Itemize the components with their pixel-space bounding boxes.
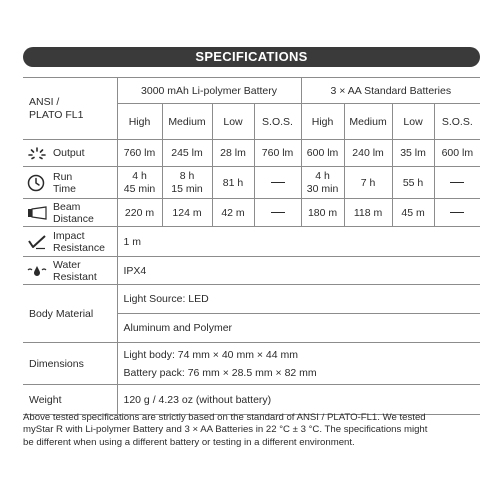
run-time-value: 81 h	[212, 167, 254, 199]
output-label: Output	[53, 147, 85, 159]
water-drop-icon	[27, 262, 49, 280]
footnote-line: myStar R with Li-polymer Battery and 3 × AA Batteries in 22 °C ± 3 °C. The specifications might	[23, 424, 428, 436]
dimensions-value-cell	[117, 343, 480, 385]
battery-pack-dimensions: Battery pack: 76 mm × 28.5 mm × 82 mm	[123, 366, 317, 379]
impact-value: 1 m	[117, 227, 480, 257]
light-source-value: LED	[188, 293, 209, 305]
beam-value-dash	[254, 199, 301, 227]
weight-row	[23, 385, 480, 415]
specifications-banner: SPECIFICATIONS	[23, 47, 480, 67]
output-value: 600 lm	[434, 140, 480, 167]
dash-mark	[450, 182, 464, 183]
impact-icon	[27, 233, 49, 251]
mode-header-cell: High	[301, 104, 344, 140]
water-label-cell	[23, 257, 117, 285]
output-value: 35 lm	[392, 140, 434, 167]
beam-label-line1: Beam	[53, 200, 81, 213]
dash-mark	[450, 212, 464, 213]
material-value: Aluminum and Polymer	[117, 314, 480, 343]
battery-header-row	[23, 78, 480, 104]
run-time-row	[23, 167, 480, 199]
mode-header-cell: Low	[392, 104, 434, 140]
weight-value: 120 g / 4.23 oz (without battery)	[117, 385, 480, 415]
run-time-value-dash	[254, 167, 301, 199]
beam-label-line2: Distance	[53, 212, 94, 225]
dimensions-label: Dimensions	[23, 343, 117, 385]
output-value: 240 lm	[344, 140, 392, 167]
water-label-line1: Water	[53, 258, 81, 271]
run-time-value: 8 h 15 min	[162, 167, 212, 199]
light-source-label: Light Source:	[123, 293, 186, 305]
run-time-label-line2: Time	[53, 182, 76, 195]
beam-value-dash	[434, 199, 480, 227]
impact-row	[23, 227, 480, 257]
beam-value: 45 m	[392, 199, 434, 227]
beam-icon	[27, 204, 49, 222]
beam-value: 220 m	[117, 199, 162, 227]
output-row	[23, 140, 480, 167]
dash-mark	[271, 182, 285, 183]
output-value: 28 lm	[212, 140, 254, 167]
output-label-cell	[23, 140, 117, 167]
water-value: IPX4	[117, 257, 480, 285]
output-value: 760 lm	[254, 140, 301, 167]
output-value: 600 lm	[301, 140, 344, 167]
light-burst-icon	[27, 144, 49, 162]
dash-mark	[271, 212, 285, 213]
impact-label-line1: Impact	[53, 229, 85, 242]
beam-distance-row	[23, 199, 480, 227]
run-time-value: 7 h	[344, 167, 392, 199]
run-time-value-dash	[434, 167, 480, 199]
body-material-label: Body Material	[23, 285, 117, 343]
beam-value: 42 m	[212, 199, 254, 227]
water-label-line2: Resistant	[53, 270, 97, 283]
mode-header-cell: Medium	[162, 104, 212, 140]
footnote	[23, 412, 483, 449]
output-value: 760 lm	[117, 140, 162, 167]
run-time-value: 55 h	[392, 167, 434, 199]
mode-header-cell: Medium	[344, 104, 392, 140]
beam-value: 124 m	[162, 199, 212, 227]
mode-header-cell: Low	[212, 104, 254, 140]
beam-distance-label-cell	[23, 199, 117, 227]
impact-label-line2: Resistance	[53, 241, 105, 254]
beam-value: 180 m	[301, 199, 344, 227]
battery-group-lipolymer: 3000 mAh Li-polymer Battery	[117, 78, 301, 104]
battery-group-aa: 3 × AA Standard Batteries	[301, 78, 480, 104]
beam-value: 118 m	[344, 199, 392, 227]
light-body-dimensions: Light body: 74 mm × 40 mm × 44 mm	[123, 348, 298, 361]
mode-header-cell: S.O.S.	[254, 104, 301, 140]
light-source-cell	[117, 285, 480, 314]
mode-header-cell: High	[117, 104, 162, 140]
standard-label-cell	[23, 78, 117, 140]
run-time-value: 4 h 30 min	[301, 167, 344, 199]
run-time-label-cell	[23, 167, 117, 199]
weight-label: Weight	[23, 385, 117, 415]
footnote-line: be different when using a different battery or testing in a different environment.	[23, 436, 355, 448]
run-time-label-line1: Run	[53, 170, 73, 183]
specifications-table	[23, 77, 480, 415]
impact-label-cell	[23, 227, 117, 257]
mode-header-cell: S.O.S.	[434, 104, 480, 140]
output-value: 245 lm	[162, 140, 212, 167]
dimensions-row	[23, 343, 480, 385]
body-material-row-1	[23, 285, 480, 314]
standard-label-line1: ANSI /	[29, 95, 60, 108]
run-time-value: 4 h 45 min	[117, 167, 162, 199]
clock-icon	[27, 174, 49, 192]
standard-label-line2: PLATO FL1	[29, 108, 84, 121]
water-row	[23, 257, 480, 285]
footnote-line: Above tested specifications are strictly based on the standard of ANSI / PLATO-FL1. We tested	[23, 412, 426, 423]
